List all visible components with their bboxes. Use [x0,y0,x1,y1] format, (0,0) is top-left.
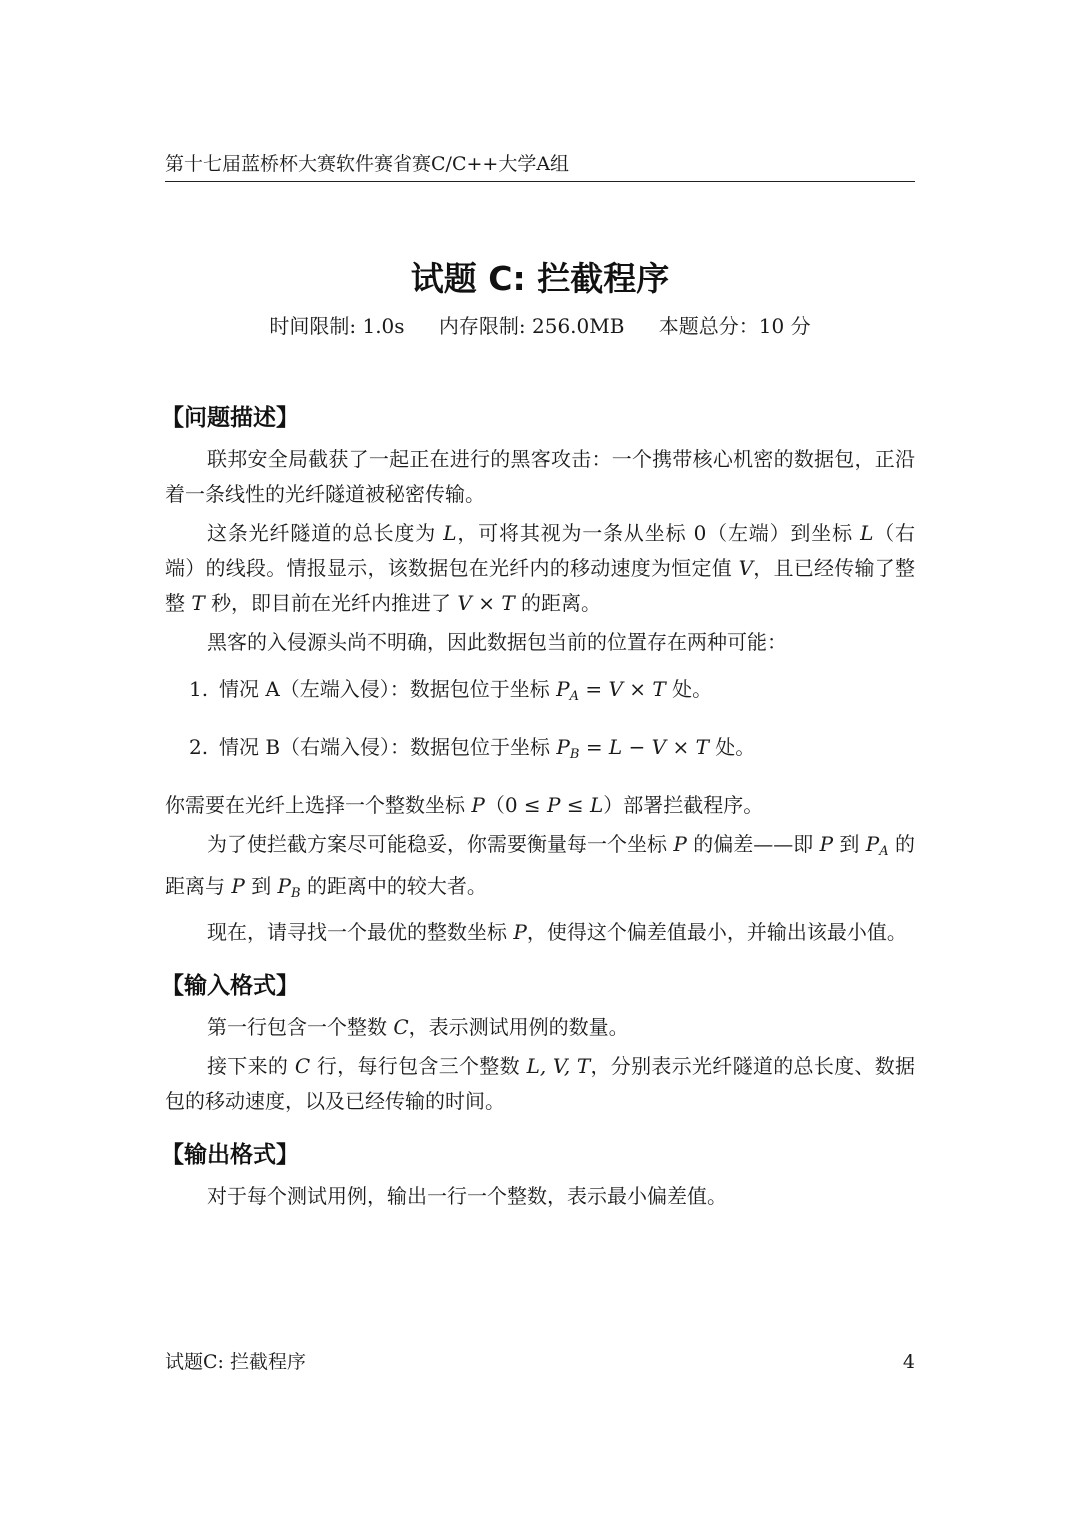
math-P: P [819,832,834,856]
text: 的偏差——即 [693,832,814,856]
total-score: 本题总分：10 分 [658,314,811,338]
text: ）部署拦截程序。 [603,793,764,817]
list-item [165,730,915,772]
text: 情况 B（右端入侵）：数据包位于坐标 [219,735,551,759]
footer-title: 试题C: 拦截程序 [165,1351,306,1373]
text: 接下来的 [207,1054,289,1078]
math-L: L [589,793,604,817]
time-limit: 时间限制: 1.0s [269,314,405,338]
section-title-output: 【输出格式】 [161,1142,299,1168]
math-L: L [860,521,874,545]
math-P: P [231,874,245,898]
text: ，可将其视为一条从坐标 0（左端）到坐标 [456,521,853,545]
problem-paragraph-6 [165,915,915,950]
text: （0 ≤ [484,793,541,817]
page-header: 第十七届蓝桥杯大赛软件赛省赛C/C++大学A组 [165,150,915,182]
section-title-problem: 【问题描述】 [161,405,299,431]
memory-limit: 内存限制: 256.0MB [438,314,625,338]
input-paragraph-2 [165,1049,915,1119]
math-subscript: B [291,886,301,901]
math-P: P [547,793,561,817]
problem-paragraph-5 [165,827,915,911]
problem-paragraph-3: 黑客的入侵源头尚不明确，因此数据包当前的位置存在两种可能： [207,630,787,654]
math-C: C [294,1054,311,1078]
section-gap [165,1123,915,1135]
text: 到 [839,832,860,856]
input-paragraph-1 [165,1010,915,1045]
text: 你需要在光纤上选择一个整数坐标 [165,793,465,817]
math-expression: = L − V × T [585,735,709,759]
problem-title: 试题 C: 拦截程序 [410,259,670,298]
text: 秒，即目前在光纤内推进了 [211,591,452,615]
problem-paragraph-2 [165,516,915,621]
text: 为了使拦截方案尽可能稳妥，你需要衡量每一个坐标 [207,832,668,856]
math-T: T [191,591,205,615]
item-number: 2. [189,735,209,759]
text: 的距离与 [165,832,916,898]
list-item [165,672,915,714]
limits-line [0,310,1080,342]
text: ，分别表示光纤隧道的总长度、数据包的移动速度，以及已经传输的时间。 [165,1054,916,1113]
math-subscript: A [879,844,889,859]
math-PB: P [277,874,292,898]
text: 到 [251,874,272,898]
text: ，且已经传输了整整 [165,556,916,615]
page-number: 4 [902,1351,915,1373]
text: 情况 A（左端入侵）：数据包位于坐标 [219,677,550,701]
math-subscript: B [569,747,580,762]
item-number: 1. [189,677,209,701]
text: 的距离。 [521,591,602,615]
text: ≤ [566,793,584,817]
text: ，使得这个偏差值最小，并输出该最小值。 [526,920,907,944]
output-paragraph-1: 对于每个测试用例，输出一行一个整数，表示最小偏差值。 [207,1184,727,1208]
text: 第一行包含一个整数 [207,1015,387,1039]
text: 处。 [715,735,756,759]
math-P: P [471,793,485,817]
math-V: V [738,556,754,580]
math-L: L [443,521,457,545]
case-list [165,672,915,772]
text: 行，每行包含三个整数 [316,1054,520,1078]
math-P: P [673,832,687,856]
math-PA: P [865,832,880,856]
text: （右端）的线段。情报显示，该数据包在光纤内的移动速度为恒定值 [165,521,916,580]
math-P: P [513,920,527,944]
math-expression: = V × T [585,677,666,701]
math-subscript: A [569,689,580,704]
problem-paragraph-4 [165,788,915,823]
math-P: P [556,735,570,759]
text: 这条光纤隧道的总长度为 [207,521,437,545]
text: 现在，请寻找一个最优的整数坐标 [207,920,507,944]
math-C: C [393,1015,409,1039]
text: 处。 [672,677,713,701]
problem-paragraph-1: 联邦安全局截获了一起正在进行的黑客攻击：一个携带核心机密的数据包，正沿着一条线性的光纤隧道被秘密传输。 [165,447,915,506]
text: ，表示测试用例的数量。 [408,1015,629,1039]
math-LVT: L, V, T [526,1054,591,1078]
math-P: P [556,677,570,701]
section-title-input: 【输入格式】 [161,973,299,999]
text: 的距离中的较大者。 [306,874,487,898]
problem-content [161,398,916,1218]
section-gap [165,954,915,966]
math-VxT: V × T [457,591,515,615]
